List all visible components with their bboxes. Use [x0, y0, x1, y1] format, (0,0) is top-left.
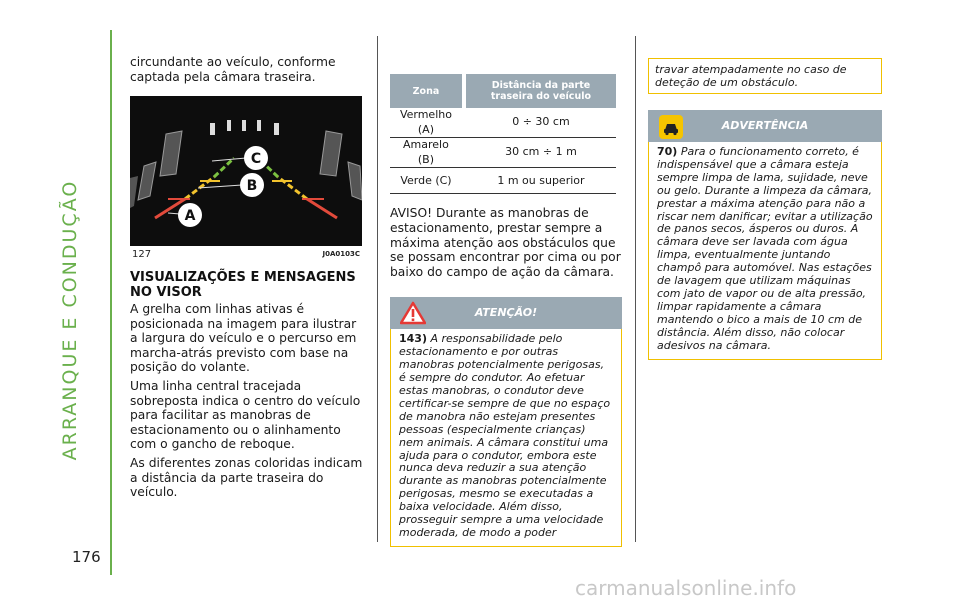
sidebar-rule: [110, 30, 112, 575]
notice-text: AVISO! Durante as manobras de estacionamento, prestar sempre a máxima atenção aos obstáculos que se possam encontrar por cima ou por baixo do campo de ação da câmara.: [390, 206, 621, 279]
intro-text: circundante ao veículo, conforme captada pela câmara traseira.: [130, 55, 336, 84]
camera-view-image: [130, 96, 362, 246]
warning-box-body: [390, 329, 622, 547]
paragraph-grid: A grelha com linhas ativas é posicionada na imagem para ilustrar a largura do veículo e o percurso em marcha-atrás previsto com base na posição do volante.: [130, 302, 357, 375]
column-1-body: [130, 270, 365, 504]
table-cell: Amarelo (B): [390, 138, 462, 168]
page-number: 176: [72, 548, 101, 566]
column-3: [648, 58, 882, 360]
table-cell: 1 m ou superior: [466, 168, 616, 194]
caution-box-body: [648, 142, 882, 360]
table-cell: Vermelho (A): [390, 108, 462, 138]
table-header-distance: Distância da parte traseira do veículo: [466, 74, 616, 108]
warning-box-title: ATENÇÃO!: [474, 306, 538, 320]
table-cell: 30 cm ÷ 1 m: [466, 138, 616, 168]
table-row: [390, 138, 616, 168]
table-cell: 0 ÷ 30 cm: [466, 108, 616, 138]
table-header-zone: Zona: [390, 74, 462, 108]
table-cell: Verde (C): [390, 168, 462, 194]
figure-label-a: A: [184, 208, 196, 224]
section-heading: VISUALIZAÇÕES E MENSAGENS NO VISOR: [130, 270, 356, 300]
column-1: [130, 55, 365, 88]
column-2: [390, 74, 622, 547]
zone-distance-table: [390, 74, 616, 194]
continuation-text: travar atempadamente no caso de deteção de um obstáculo.: [655, 63, 847, 89]
figure-label-c: C: [250, 151, 262, 167]
table-row: [390, 108, 616, 138]
warning-text: A responsabilidade pelo estacionamento e por outras manobras potencialmente perigosas, é sempre do condutor. Ao efetuar estas manobras, o condutor deve certificar-se sempre de que no espaço de manobra não estejam presentes pessoas (especialmente crianças) nem animais. A câmara constitui uma ajuda para o condutor, embora este nunca deva reduzir a sua atenção durante as manobras potencialmente perigosas, mesmo se executadas a baixa velocidade. Além disso, prosseguir sempre a uma velocidade moderada, de modo a poder: [399, 332, 611, 539]
warning-box-header: [390, 297, 622, 329]
figure-label-b: B: [246, 178, 258, 194]
caution-box-title: ADVERTÊNCIA: [721, 119, 809, 132]
continuation-box: [648, 58, 882, 94]
caution-box-header: [648, 110, 882, 142]
warning-number: 143): [399, 332, 427, 346]
section-title: ARRANQUE E CONDUÇÃO: [59, 179, 81, 461]
figure-number: 127: [132, 249, 152, 260]
caution-number: 70): [657, 145, 678, 158]
caution-text: Para o funcionamento correto, é indispensável que a câmara esteja sempre limpa de lama, sujidade, neve ou gelo. Durante a limpeza da câmara, prestar a máxima atenção para não a riscar nem danificar; evitar a utilização de panos secos, ásperos ou duros. A câmara deve ser lavada com água limpa, eventualmente juntando champô para automóvel. Nas estações de lavagem que utilizam máquinas com jato de vapor ou de alta pressão, limpar rapidamente a câmara mantendo o bico a mais de 10 cm de distância. Além disso, não colocar adesivos na câmara.: [657, 145, 873, 352]
watermark: carmanualsonline.info: [575, 576, 797, 600]
table-row: [390, 168, 616, 194]
figure-127: [130, 96, 362, 260]
rear-camera-grid-illustration: [130, 96, 362, 246]
column-divider-2: [635, 36, 636, 542]
figure-code: J0A0103C: [322, 250, 360, 258]
column-divider-1: [377, 36, 378, 542]
paragraph-zones: As diferentes zonas coloridas indicam a distância da parte traseira do veículo.: [130, 455, 363, 500]
paragraph-centerline: Uma linha central tracejada sobreposta indica o centro do veículo para facilitar as manobras de estacionamento ou o alinhamento com o gancho de reboque.: [130, 378, 361, 452]
